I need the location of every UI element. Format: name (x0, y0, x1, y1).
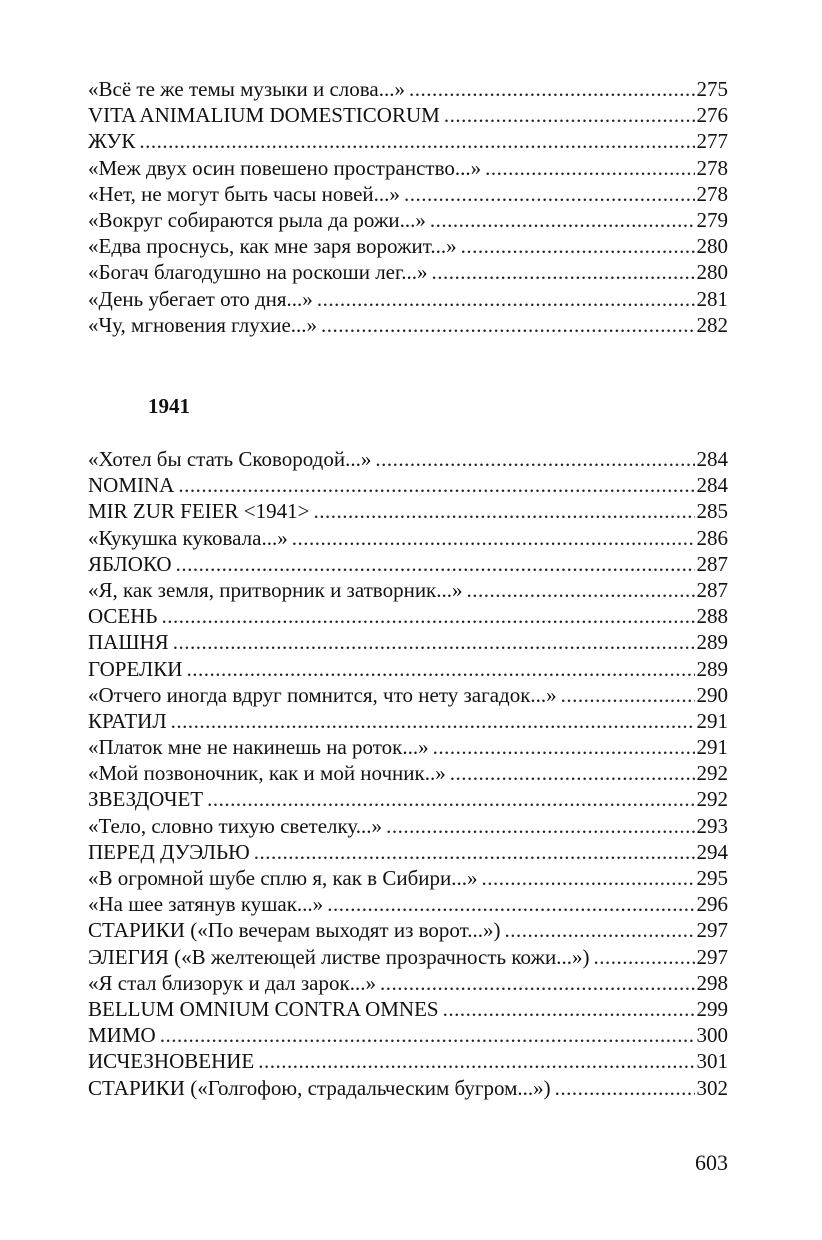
toc-entry-title: ЗВЕЗДОЧЕТ (88, 787, 204, 812)
toc-entry-page: 279 (696, 207, 728, 232)
dot-leader (258, 1048, 694, 1074)
dot-leader (173, 629, 695, 655)
dot-leader (176, 551, 695, 577)
toc-entry-title: «Хотел бы стать Сковородой...» (88, 447, 372, 471)
toc-entry-title: «На шее затянув кушак...» (88, 892, 324, 917)
toc-entry-page: 277 (696, 129, 728, 154)
toc-entry-title: МИМО (88, 1023, 156, 1048)
toc-entry-page: 287 (696, 577, 728, 602)
toc-entry-page: 290 (696, 682, 728, 707)
dot-leader (313, 498, 694, 524)
toc-entry (88, 259, 728, 285)
dot-leader (161, 603, 694, 629)
toc-entry (88, 970, 728, 996)
toc-entry-page: 284 (696, 473, 728, 498)
toc-entry-page: 298 (696, 970, 728, 995)
toc-entry-page: 275 (696, 77, 728, 101)
toc-entry-title: ОСЕНЬ (88, 604, 158, 629)
toc-entry-page: 297 (696, 918, 728, 943)
dot-leader (443, 996, 695, 1022)
toc-entry-page: 282 (696, 312, 728, 337)
toc-section-1940 (88, 76, 728, 338)
toc-entry-title: «Платок мне не накинешь на роток...» (88, 735, 429, 760)
dot-leader (292, 525, 695, 551)
toc-entry-title: «Чу, мгновения глухие...» (88, 312, 318, 337)
dot-leader (375, 446, 694, 472)
dot-leader (444, 102, 695, 128)
toc-entry-title: ЯБЛОКО (88, 551, 172, 576)
dot-leader (139, 128, 694, 154)
toc-entry-page: 285 (696, 499, 728, 524)
toc-entry (88, 996, 728, 1022)
dot-leader (409, 76, 695, 102)
toc-entry (88, 708, 728, 734)
toc-entry (88, 128, 728, 154)
dot-leader (171, 708, 695, 734)
toc-entry-title: «Мой позвоночник, как и мой ночник..» (88, 761, 446, 786)
toc-entry-title: NOMINA (88, 473, 175, 498)
toc-entry-title: «Едва проснусь, как мне заря ворожит...» (88, 234, 457, 259)
toc-entry (88, 577, 728, 603)
toc-entry-page: 293 (696, 813, 728, 838)
toc-entry-title: ГОРЕЛКИ (88, 656, 183, 681)
toc-entry-page: 287 (696, 551, 728, 576)
toc-entry-title: «Отчего иногда вдруг помнится, что нету загадок...» (88, 682, 557, 707)
toc-entry (88, 155, 728, 181)
toc-entry (88, 472, 728, 498)
toc-entry-page: 276 (696, 103, 728, 128)
toc-entry (88, 917, 728, 943)
toc-entry (88, 551, 728, 577)
dot-leader (555, 1075, 695, 1101)
toc-entry-page: 296 (696, 892, 728, 917)
dot-leader (380, 970, 695, 996)
toc-entry (88, 865, 728, 891)
toc-entry-page: 297 (696, 944, 728, 969)
dot-leader (430, 207, 695, 233)
toc-entry-title: «Всё те же темы музыки и слова...» (88, 77, 405, 101)
toc-section-1941 (88, 446, 728, 1101)
toc-list (88, 446, 728, 1101)
toc-entry (88, 76, 728, 102)
toc-entry-page: 294 (696, 839, 728, 864)
toc-entry-title: «Богач благодушно на роскоши лег...» (88, 260, 428, 285)
toc-entry (88, 525, 728, 551)
toc-entry-page: 302 (696, 1075, 728, 1100)
toc-entry-title: ПЕРЕД ДУЭЛЬЮ (88, 839, 250, 864)
toc-entry-page: 299 (696, 996, 728, 1021)
toc-entry-title: VITA ANIMALIUM DOMESTICORUM (88, 103, 440, 128)
dot-leader (386, 813, 694, 839)
toc-entry-title: ПАШНЯ (88, 630, 169, 655)
dot-leader (467, 577, 695, 603)
toc-entry (88, 498, 728, 524)
toc-entry (88, 1048, 728, 1074)
toc-entry-page: 295 (696, 866, 728, 890)
toc-entry-title: ИСЧЕЗНОВЕНИЕ (88, 1049, 255, 1074)
toc-entry-title: КРАТИЛ (88, 708, 167, 733)
toc-entry-title: «Кукушка куковала...» (88, 525, 288, 550)
dot-leader (321, 312, 694, 338)
toc-entry-title: «Нет, не могут быть часы новей...» (88, 181, 400, 206)
dot-leader (450, 760, 695, 786)
toc-entry (88, 233, 728, 259)
toc-entry (88, 181, 728, 207)
toc-entry-page: 284 (696, 447, 728, 471)
toc-entry-title: BELLUM OMNIUM CONTRA OMNES (88, 996, 439, 1021)
dot-leader (561, 682, 695, 708)
toc-entry (88, 286, 728, 312)
toc-entry (88, 944, 728, 970)
toc-entry-title: СТАРИКИ («По вечерам выходят из ворот...») (88, 918, 501, 943)
toc-entry-page: 280 (696, 234, 728, 259)
toc-entry (88, 446, 728, 472)
page-number: 603 (695, 1150, 728, 1175)
dot-leader (593, 944, 694, 970)
section-heading: 1941 (148, 394, 190, 418)
dot-leader (327, 891, 694, 917)
toc-entry-page: 280 (696, 260, 728, 285)
toc-entry-page: 291 (696, 708, 728, 733)
toc-entry-page: 289 (696, 630, 728, 655)
toc-entry (88, 760, 728, 786)
toc-entry-title: СТАРИКИ («Голгофою, страдальческим бугром...») (88, 1075, 551, 1100)
toc-entry-page: 278 (696, 181, 728, 206)
toc-entry (88, 734, 728, 760)
dot-leader (178, 472, 694, 498)
toc-entry (88, 603, 728, 629)
toc-entry-page: 292 (696, 761, 728, 786)
toc-entry-title: «Я стал близорук и дал зарок...» (88, 970, 376, 995)
toc-entry-page: 300 (696, 1023, 728, 1048)
dot-leader (160, 1022, 695, 1048)
toc-entry-title: ЭЛЕГИЯ («В желтеющей листве прозрачность кожи...») (88, 944, 590, 969)
toc-list (88, 76, 728, 338)
toc-entry (88, 656, 728, 682)
toc-entry (88, 839, 728, 865)
toc-entry-page: 286 (696, 525, 728, 550)
toc-entry (88, 813, 728, 839)
toc-entry (88, 629, 728, 655)
toc-entry-page: 278 (696, 155, 728, 180)
toc-entry-title: MIR ZUR FEIER <1941> (88, 499, 310, 524)
toc-entry (88, 682, 728, 708)
toc-entry-title: «Меж двух осин повешено пространство...» (88, 155, 482, 180)
toc-entry-page: 288 (696, 604, 728, 629)
dot-leader (461, 233, 695, 259)
toc-entry-title: «Я, как земля, притворник и затворник...» (88, 577, 463, 602)
toc-entry (88, 1022, 728, 1048)
toc-entry (88, 786, 728, 812)
toc-entry (88, 312, 728, 338)
toc-entry-page: 291 (696, 735, 728, 760)
dot-leader (317, 286, 695, 312)
toc-entry (88, 1075, 728, 1101)
dot-leader (485, 155, 694, 181)
toc-entry-page: 301 (696, 1049, 728, 1074)
dot-leader (404, 181, 695, 207)
toc-entry-page: 289 (696, 656, 728, 681)
dot-leader (504, 917, 694, 943)
toc-entry-title: «Вокруг собираются рыла да рожи...» (88, 207, 426, 232)
toc-entry-title: «День убегает ото дня...» (88, 286, 313, 311)
dot-leader (207, 786, 694, 812)
toc-entry-page: 292 (696, 787, 728, 812)
toc-entry-page: 281 (696, 286, 728, 311)
dot-leader (481, 865, 694, 891)
toc-entry (88, 891, 728, 917)
dot-leader (433, 734, 695, 760)
dot-leader (254, 839, 695, 865)
dot-leader (186, 656, 694, 682)
toc-entry (88, 207, 728, 233)
toc-entry (88, 102, 728, 128)
toc-entry-title: ЖУК (88, 129, 136, 154)
toc-entry-title: «Тело, словно тихую светелку...» (88, 813, 383, 838)
toc-entry-title: «В огромной шубе сплю я, как в Сибири...» (88, 866, 478, 890)
dot-leader (432, 259, 695, 285)
